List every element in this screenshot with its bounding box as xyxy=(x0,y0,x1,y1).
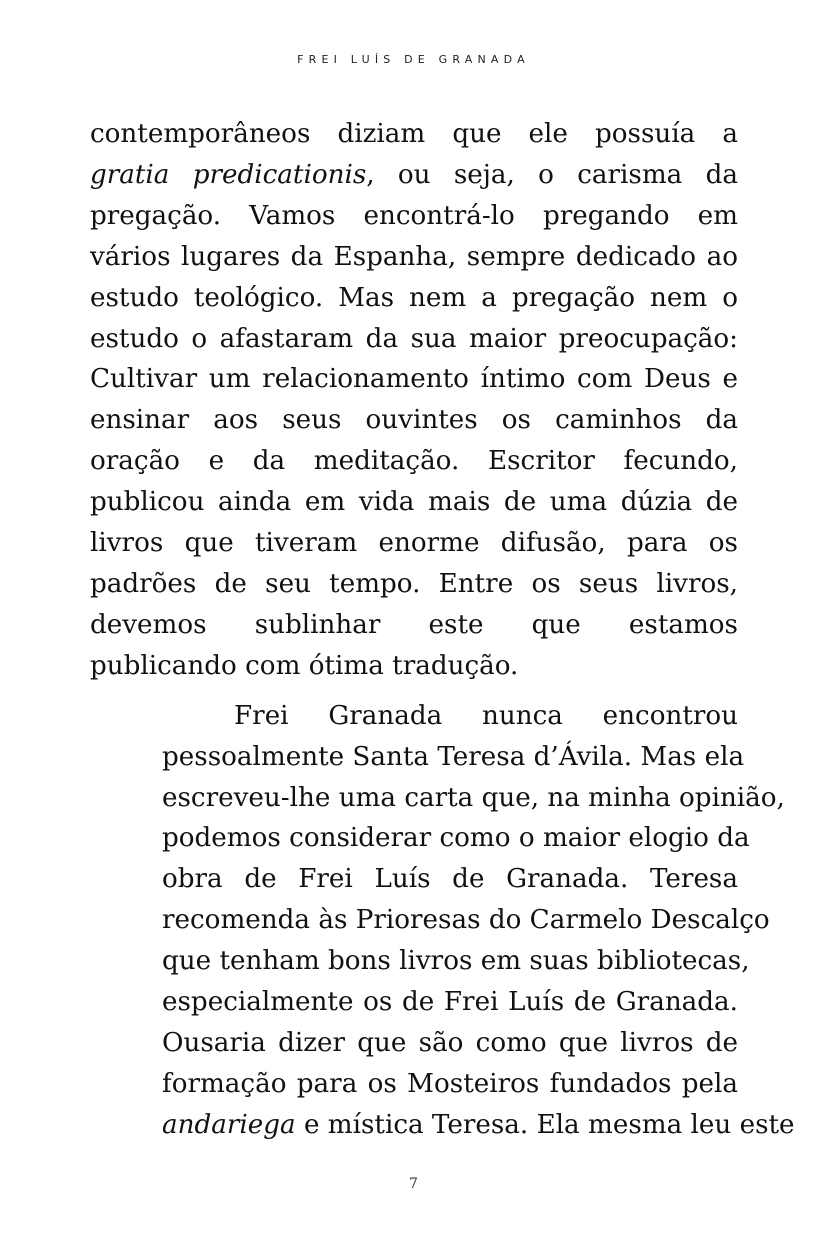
text-line xyxy=(90,982,738,1023)
text-line xyxy=(90,941,750,982)
text-line xyxy=(90,400,738,441)
text-segment: e mística Teresa. Ela mesma leu este xyxy=(295,1109,795,1140)
text-segment: , ou seja, o carisma da xyxy=(366,159,738,190)
text-segment: estudo teológico. Mas nem a pregação nem o xyxy=(90,282,738,313)
text-line xyxy=(90,1105,795,1146)
text-segment: formação para os Mosteiros fundados pela xyxy=(162,1068,738,1099)
text-line xyxy=(90,278,738,319)
text-line xyxy=(90,237,738,278)
paragraph xyxy=(90,114,738,687)
text-segment: vários lugares da Espanha, sempre dedicado ao xyxy=(90,241,738,272)
text-segment: ensinar aos seus ouvintes os caminhos da xyxy=(90,405,738,436)
text-segment: oração e da meditação. Escritor fecundo, xyxy=(90,446,738,477)
page-number: 7 xyxy=(409,1176,418,1192)
text-segment: recomenda às Prioresas do Carmelo Descalço xyxy=(162,905,770,936)
text-segment: que tenham bons livros em suas bibliotecas, xyxy=(162,946,750,977)
text-line xyxy=(90,900,770,941)
text-segment: estudo o afastaram da sua maior preocupação: xyxy=(90,323,738,354)
text-line xyxy=(90,1023,738,1064)
text-line xyxy=(90,564,738,605)
text-segment: livros que tiveram enorme difusão, para os xyxy=(90,528,738,559)
text-line xyxy=(90,196,738,237)
text-segment: contemporâneos diziam que ele possuía a xyxy=(90,119,738,149)
text-line xyxy=(90,359,738,400)
text-segment: pessoalmente Santa Teresa d’Ávila. Mas ela xyxy=(162,741,745,772)
body-text xyxy=(90,114,795,1146)
italic-term: andariega xyxy=(162,1109,296,1140)
text-segment: podemos considerar como o maior elogio da xyxy=(162,823,750,854)
text-line xyxy=(90,859,738,900)
text-line xyxy=(90,696,738,737)
text-line xyxy=(90,818,750,859)
text-line xyxy=(90,319,738,360)
text-segment: escreveu-lhe uma carta que, na minha opinião, xyxy=(162,782,785,813)
text-segment: padrões de seu tempo. Entre os seus livros, xyxy=(90,568,738,599)
text-line xyxy=(90,737,745,778)
text-segment: devemos sublinhar este que estamos xyxy=(90,609,738,640)
text-segment: publicou ainda em vida mais de uma dúzia de xyxy=(90,487,738,518)
text-line xyxy=(90,155,738,196)
text-segment: Ousaria dizer que são como que livros de xyxy=(162,1027,738,1058)
text-line xyxy=(90,1064,738,1105)
text-line xyxy=(90,605,738,646)
text-line xyxy=(90,778,785,819)
italic-term: gratia predicationis xyxy=(90,159,367,190)
paragraph xyxy=(90,696,795,1146)
text-segment: obra de Frei Luís de Granada. Teresa xyxy=(162,864,738,895)
text-line xyxy=(90,482,738,523)
text-segment: Frei Granada nunca encontrou xyxy=(234,700,738,731)
text-line xyxy=(90,441,738,482)
text-line xyxy=(90,523,738,564)
text-segment: Cultivar um relacionamento íntimo com Deus e xyxy=(90,364,738,395)
text-line xyxy=(90,646,738,687)
text-line xyxy=(90,114,738,155)
text-segment: pregação. Vamos encontrá-lo pregando em xyxy=(90,200,738,231)
running-head: FREI LUÍS DE GRANADA xyxy=(297,53,530,66)
text-segment: especialmente os de Frei Luís de Granada. xyxy=(162,987,738,1018)
text-segment: publicando com ótima tradução. xyxy=(90,650,519,681)
